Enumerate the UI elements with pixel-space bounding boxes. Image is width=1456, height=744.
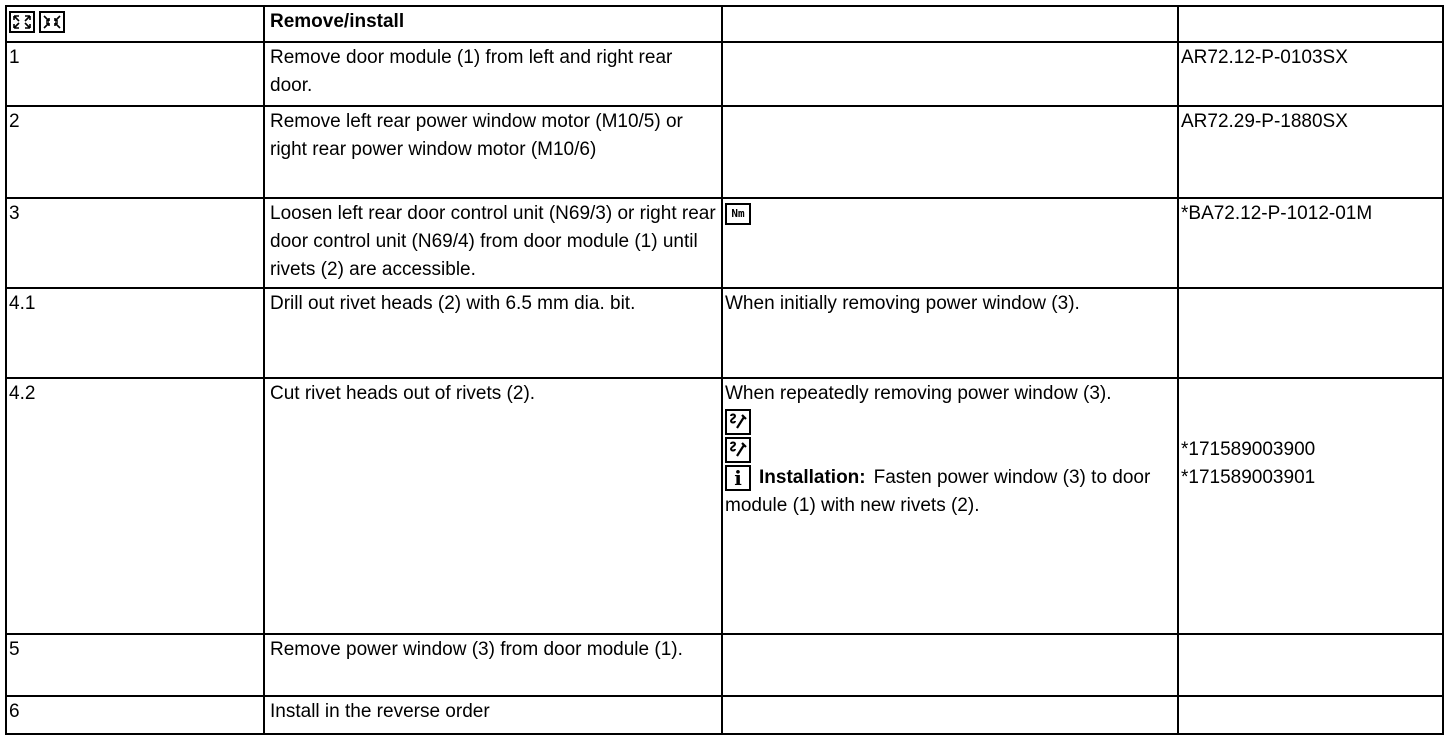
step-reference-link[interactable]: AR72.12-P-0103SX	[1178, 42, 1443, 106]
step-number: 1	[6, 42, 264, 106]
table-header-row	[6, 6, 1443, 42]
step-reference-link	[1178, 288, 1443, 378]
step-note	[722, 696, 1178, 734]
table-row	[6, 198, 1443, 288]
installation-label: Installation:	[759, 467, 866, 488]
special-tool-line	[725, 408, 1175, 436]
torque-nm-icon[interactable]: Nm	[725, 203, 751, 225]
table-row	[6, 106, 1443, 198]
step-text: Drill out rivet heads (2) with 6.5 mm dia. bit.	[264, 288, 722, 378]
table-row	[6, 378, 1443, 634]
expand-icon[interactable]	[9, 11, 35, 33]
step-text: Remove left rear power window motor (M10/5) or right rear power window motor (M10/6)	[264, 106, 722, 198]
table-row	[6, 634, 1443, 696]
table-row	[6, 288, 1443, 378]
special-tool-line	[725, 436, 1175, 464]
step-reference-link[interactable]: *BA72.12-P-1012-01M	[1178, 198, 1443, 288]
info-icon: i	[725, 465, 751, 491]
step-number: 6	[6, 696, 264, 734]
header-refs-cell	[1178, 6, 1443, 42]
special-tool-icon[interactable]	[725, 437, 751, 463]
step-reference-link	[1178, 634, 1443, 696]
special-tool-icon[interactable]	[725, 409, 751, 435]
step-note	[722, 378, 1178, 634]
table-row	[6, 696, 1443, 734]
step-text: Install in the reverse order	[264, 696, 722, 734]
step-number: 5	[6, 634, 264, 696]
step-text: Loosen left rear door control unit (N69/3) or right rear door control unit (N69/4) from door module (1) until rivets (2) are accessible.	[264, 198, 722, 288]
step-note: When initially removing power window (3).	[722, 288, 1178, 378]
step-note-text: When repeatedly removing power window (3).	[725, 383, 1112, 404]
installation-note	[725, 464, 1175, 520]
header-icons-cell	[6, 6, 264, 42]
tool-reference-link[interactable]: *171589003901	[1181, 467, 1316, 488]
step-text: Remove power window (3) from door module (1).	[264, 634, 722, 696]
header-notes-cell	[722, 6, 1178, 42]
step-number: 3	[6, 198, 264, 288]
tool-reference-link[interactable]: *171589003900	[1181, 439, 1316, 460]
procedure-table	[5, 5, 1444, 735]
step-reference-cell	[1178, 378, 1443, 634]
step-note	[722, 198, 1178, 288]
step-reference-link	[1178, 696, 1443, 734]
step-text: Remove door module (1) from left and right rear door.	[264, 42, 722, 106]
header-title: Remove/install	[264, 6, 722, 42]
step-note	[722, 42, 1178, 106]
installation-text: Fasten power window (3) to door module (1) with new rivets (2).	[725, 467, 1151, 516]
collapse-icon[interactable]	[39, 11, 65, 33]
step-note	[722, 634, 1178, 696]
table-row	[6, 42, 1443, 106]
step-reference-link[interactable]: AR72.29-P-1880SX	[1178, 106, 1443, 198]
step-number: 4.2	[6, 378, 264, 634]
step-text: Cut rivet heads out of rivets (2).	[264, 378, 722, 634]
step-number: 4.1	[6, 288, 264, 378]
step-note	[722, 106, 1178, 198]
step-number: 2	[6, 106, 264, 198]
